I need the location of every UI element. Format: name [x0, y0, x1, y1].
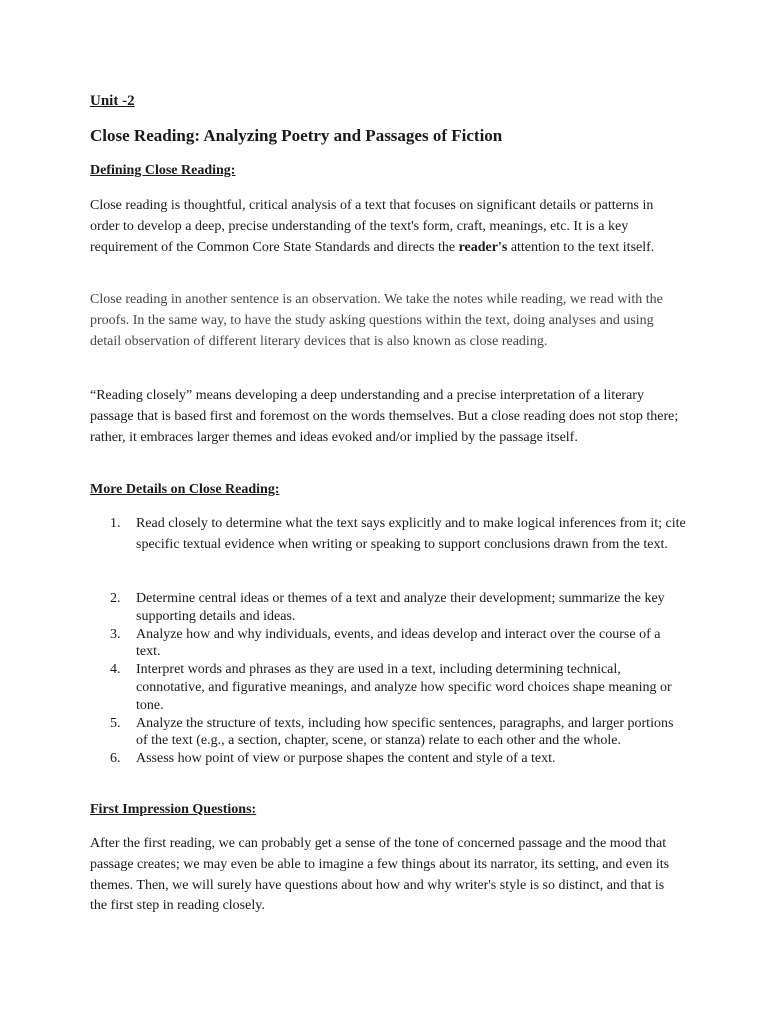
paragraph-definition-bold-term: reader's	[458, 239, 508, 255]
paragraph-first-impression: After the first reading, we can probably get a sense of the tone of concerned passage and the mood that passage creates; we may even be able to imagine a few things about its narrator, its setting, and even its themes. Then, we will surely have questions about how and why writer's style is so distinct, and that is the first step in reading closely.	[90, 836, 670, 914]
paragraph-reading-closely: “Reading closely” means developing a deep understanding and a precise interpretation of a literary passage that is based first and foremost on the words themselves. But a close reading does not stop there; rather, it embraces larger themes and ideas evoked and/or implied by the passage itself.	[90, 388, 679, 445]
heading-more-details: More Details on Close Reading:	[90, 482, 280, 497]
list-item	[110, 626, 688, 662]
list-item-text: Analyze the structure of texts, including how specific sentences, paragraphs, and larger portions of the text (e.g., a section, chapter, scene, or stanza) relate to each other and the whole.	[136, 715, 674, 749]
list-item-number: 1.	[110, 516, 121, 531]
list-item	[110, 750, 688, 768]
list-item-text: Assess how point of view or purpose shapes the content and style of a text.	[136, 751, 556, 767]
heading-defining-close-reading: Defining Close Reading:	[90, 163, 236, 178]
list-item-text: Read closely to determine what the text says explicitly and to make logical inferences from it; cite specific textual evidence when writing or speaking to support conclusions drawn from the text.	[136, 516, 686, 552]
list-item	[110, 661, 688, 714]
paragraph-definition	[90, 196, 680, 258]
list-item-text: Interpret words and phrases as they are used in a text, including determining technical, connotative, and figurative meanings, and analyze how specific word choices shape meaning or tone.	[136, 662, 672, 713]
list-item-number: 5.	[110, 715, 121, 731]
paragraph-definition-text-start: Close reading is thoughtful, critical analysis of a text that focuses on significant details or patterns in order to develop a deep, precise understanding of the text's form, craft, meanings, etc. It is a key requirement of the Common Core State Standards and directs the	[90, 198, 654, 255]
unit-label: Unit -2	[90, 93, 135, 109]
list-item-number: 3.	[110, 626, 121, 642]
details-list-continued	[110, 590, 688, 768]
list-item-text: Analyze how and why individuals, events, and ideas develop and interact over the course of a text.	[136, 626, 661, 660]
list-item-number: 4.	[110, 662, 121, 678]
list-item-number: 2.	[110, 591, 121, 606]
paragraph-definition-text-end: attention to the text itself.	[507, 239, 655, 255]
heading-first-impression: First Impression Questions:	[90, 802, 257, 817]
document-title: Close Reading: Analyzing Poetry and Passages of Fiction	[90, 126, 503, 145]
paragraph-observation: Close reading in another sentence is an observation. We take the notes while reading, we read with the proofs. In the same way, to have the study asking questions within the text, doing analyses and using detail observation of different literary devices that is also known as close reading.	[90, 292, 663, 349]
list-item	[110, 715, 688, 751]
list-item-number: 6.	[110, 751, 121, 767]
list-item	[110, 514, 688, 556]
list-item	[110, 590, 688, 626]
list-item-text: Determine central ideas or themes of a text and analyze their development; summarize the key supporting details and ideas.	[136, 591, 665, 624]
details-list	[110, 514, 688, 556]
